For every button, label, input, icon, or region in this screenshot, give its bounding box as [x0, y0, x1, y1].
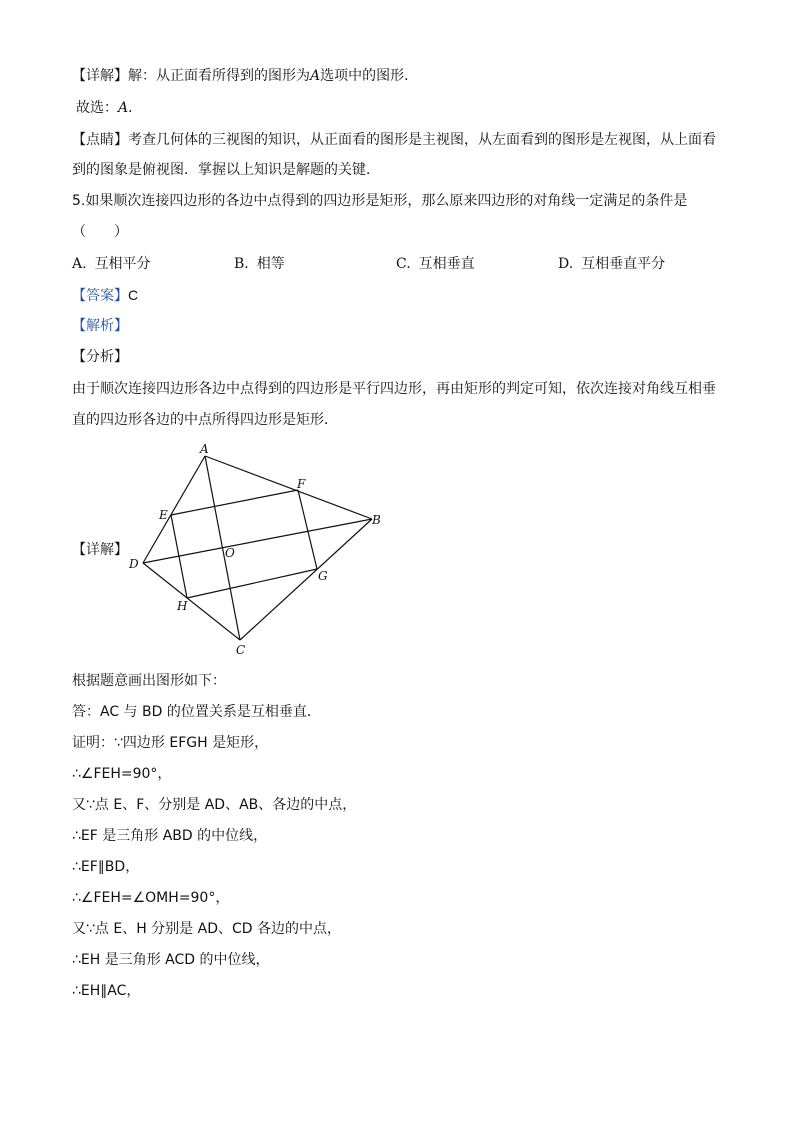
- q4-choose-var: A: [118, 100, 129, 116]
- solution-line-2: 答：AC 与 BD 的位置关系是互相垂直．: [72, 704, 321, 720]
- q4-choose-prefix: 故选：: [76, 100, 118, 116]
- q5-option-a-text: 互相平分: [94, 256, 151, 272]
- solution-line-4: ∴∠FEH=90°，: [72, 766, 172, 782]
- q5-fenxi-label: 【分析】: [72, 349, 128, 365]
- q4-comment-label: 【点睛】: [72, 132, 128, 148]
- q4-detail-line: [72, 66, 418, 86]
- q5-option-c: [396, 254, 475, 274]
- q4-detail-text-after: 选项中的图形．: [320, 68, 419, 84]
- q4-detail-var: A: [310, 68, 321, 84]
- label-o: O: [225, 546, 235, 560]
- q5-answer-label: 【答案】: [72, 288, 128, 304]
- q5-analysis-label: 【解析】: [72, 318, 128, 334]
- label-h: H: [177, 599, 188, 613]
- q4-detail-label: 【详解】: [72, 68, 128, 84]
- segment-he: [171, 515, 187, 598]
- q5-option-a: [72, 254, 151, 274]
- segment-da: [143, 456, 205, 563]
- segment-fg: [298, 490, 317, 569]
- solution-line-7: ∴EF∥BD，: [72, 859, 140, 875]
- label-b: B: [372, 513, 381, 527]
- q5-stem-line2: （ ）: [72, 224, 128, 240]
- q5-option-c-text: 互相垂直: [418, 256, 475, 272]
- segment-ab: [205, 456, 372, 519]
- solution-line-1: 根据题意画出图形如下：: [72, 673, 226, 689]
- solution-line-9: 又∵点 E、H 分别是 AD、CD 各边的中点，: [72, 921, 341, 937]
- segment-cd: [143, 563, 240, 640]
- q5-fenxi-line1: 由于顺次连接四边形各边中点得到的四边形是平行四边形，再由矩形的判定可知，依次连接对角线互相垂: [72, 381, 716, 397]
- segment-bc: [240, 519, 372, 640]
- q5-option-d: [558, 254, 665, 274]
- solution-line-11: ∴EH∥AC，: [72, 983, 141, 999]
- diagonal-bd: [143, 519, 372, 563]
- quadrilateral-figure: [120, 438, 390, 660]
- q5-option-d-letter: D.: [558, 256, 574, 272]
- solution-line-8: ∴∠FEH=∠OMH=90°，: [72, 890, 230, 906]
- q4-comment-line1: [72, 130, 716, 150]
- segment-ef: [171, 490, 298, 515]
- q4-detail-text-before: 解：从正面看所得到的图形为: [128, 68, 310, 84]
- label-a: A: [200, 442, 209, 456]
- q5-answer-line: [72, 285, 138, 305]
- q4-comment-line2: 到的图象是俯视图．掌握以上知识是解题的关键．: [72, 162, 380, 178]
- q4-comment-text1: 考查几何体的三视图的知识，从正面看的图形是主视图，从左面看到的图形是左视图，从上面看: [128, 132, 716, 148]
- q4-choose-suffix: ．: [128, 100, 143, 116]
- q5-option-c-letter: C.: [396, 256, 411, 272]
- label-g: G: [318, 569, 328, 583]
- solution-line-5: 又∵点 E、F、分别是 AD、AB、各边的中点，: [72, 797, 357, 813]
- q5-option-b: [234, 254, 285, 274]
- q5-answer-value: C: [128, 287, 139, 303]
- q5-option-a-letter: A.: [72, 256, 87, 272]
- solution-line-6: ∴EF 是三角形 ABD 的中位线，: [72, 828, 268, 844]
- segment-gh: [187, 569, 317, 598]
- solution-line-10: ∴EH 是三角形 ACD 的中位线，: [72, 952, 270, 968]
- q5-option-b-text: 相等: [256, 256, 285, 272]
- label-f: F: [297, 477, 306, 491]
- q5-option-b-letter: B.: [234, 256, 249, 272]
- q4-choose-line: [76, 98, 142, 118]
- label-e: E: [159, 508, 168, 522]
- label-d: D: [129, 557, 139, 571]
- q5-fenxi-line2: 直的四边形各边的中点所得四边形是矩形．: [72, 412, 338, 428]
- q5-detail-label: 【详解】: [72, 542, 128, 558]
- solution-line-3: 证明：∵四边形 EFGH 是矩形，: [72, 735, 269, 751]
- q5-stem-line1: 5.如果顺次连接四边形的各边中点得到的四边形是矩形，那么原来四边形的对角线一定满足的条件是: [72, 193, 688, 209]
- label-c: C: [236, 643, 246, 657]
- q5-option-d-text: 互相垂直平分: [581, 256, 666, 272]
